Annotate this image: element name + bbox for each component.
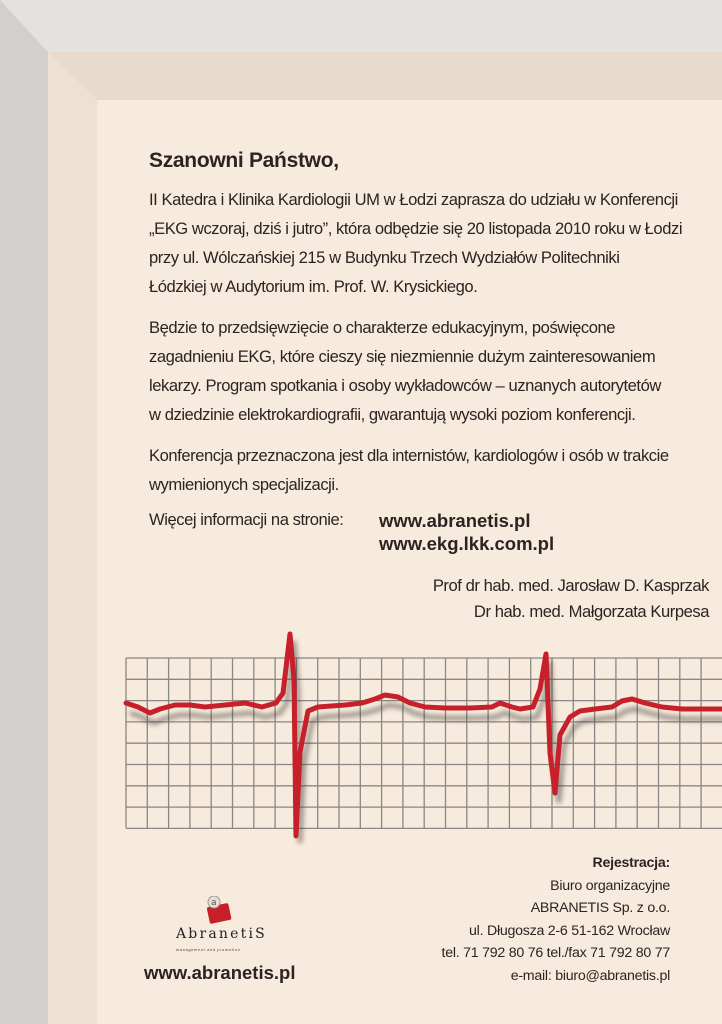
ekg-illustration	[0, 630, 722, 850]
more-info-label: Więcej informacji na stronie:	[149, 510, 344, 529]
paragraph-line: Konferencja przeznaczona jest dla internistów, kardiologów i osób w trakcie	[149, 446, 669, 465]
paragraph-line: Łódzkiej w Audytorium im. Prof. W. Krysickiego.	[149, 277, 478, 296]
signature-kurpesa: Dr hab. med. Małgorzata Kurpesa	[473, 602, 709, 621]
registration-title: Rejestracja:	[592, 855, 670, 871]
ekg-trace-shadow	[130, 641, 722, 843]
paragraph-line: w dziedzinie elektrokardiografii, gwarantują wysoki poziom konferencji.	[149, 405, 636, 424]
svg-text:a: a	[211, 898, 217, 908]
paragraph-line: przy ul. Wólczańskiej 215 w Budynku Trzech Wydziałów Politechniki	[149, 248, 620, 267]
paragraph-line: zagadnieniu EKG, które cieszy się niezmiennie dużym zainteresowaniem	[149, 347, 656, 366]
registration-line: Biuro organizacyjne	[550, 877, 670, 894]
signature-kasprzak: Prof dr hab. med. Jarosław D. Kasprzak	[432, 576, 709, 595]
registration-phone: tel. 71 792 80 76 tel./fax 71 792 80 77	[441, 945, 670, 961]
logo-wordmark: AbranetiS	[176, 926, 267, 942]
website-link-ekg[interactable]: www.ekg.lkk.com.pl	[379, 533, 555, 554]
website-link-abranetis[interactable]: www.abranetis.pl	[379, 510, 531, 531]
registration-line: ABRANETIS Sp. z o.o.	[530, 900, 670, 916]
logo-tagline: management and promotion	[176, 947, 241, 952]
greeting: Szanowni Państwo,	[149, 149, 339, 172]
paragraph-line: II Katedra i Klinika Kardiologii UM w Łodzi zaprasza do udziału w Konferencji	[149, 190, 678, 209]
paragraph-audience	[149, 441, 714, 499]
paragraph-description	[149, 313, 714, 429]
paragraph-line: Będzie to przedsięwzięcie o charakterze edukacyjnym, poświęcone	[149, 318, 616, 337]
registration-block	[442, 852, 670, 987]
ekg-grid	[126, 658, 722, 828]
registration-email: e-mail: biuro@abranetis.pl	[510, 967, 670, 984]
paragraph-line: lekarzy. Program spotkania i osoby wykładowców – uznanych autorytetów	[149, 376, 661, 395]
paragraph-invitation	[149, 185, 714, 301]
paragraph-line: „EKG wczoraj, dziś i jutro”, która odbędzie się 20 listopada 2010 roku w Łodzi	[149, 219, 683, 238]
paragraph-line: wymienionych specjalizacji.	[149, 475, 339, 494]
registration-address: ul. Długosza 2-6 51-162 Wrocław	[469, 922, 670, 939]
footer-website-link[interactable]: www.abranetis.pl	[144, 962, 296, 983]
